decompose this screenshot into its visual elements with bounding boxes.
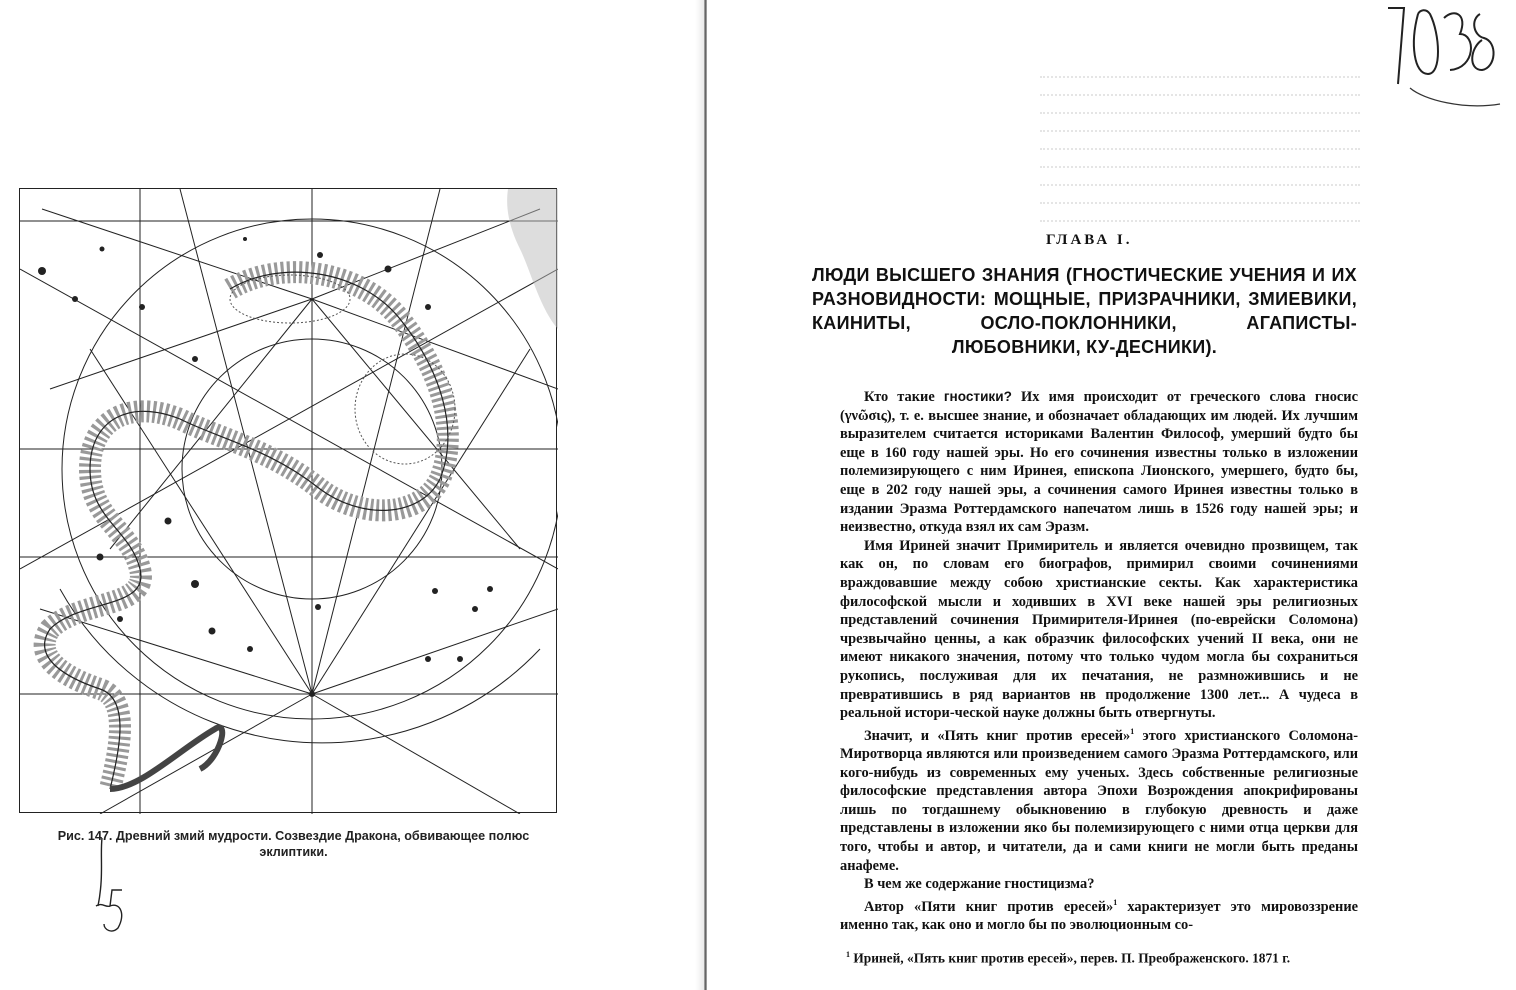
radial-line (100, 694, 312, 814)
handwritten-mark (92, 836, 128, 936)
bleed-through-text (1040, 62, 1360, 232)
star (72, 296, 78, 302)
main-text (840, 388, 1358, 935)
star (457, 656, 463, 662)
term-gnostics: гностики? (943, 389, 1012, 404)
star (487, 586, 493, 592)
lower-arc (60, 589, 540, 743)
star (38, 267, 46, 275)
star (472, 606, 478, 612)
paragraph-2: Имя Ириней значит Примиритель и является очевидно прозвищем, так как он, по словам его биографов, примирил своими сочинениями враждовавшие между собою христианские секты. Как характеристика философской мысли и ходивших в XVI веке нашей эры религиозных представлений сочинения Примирителя-Иринея (по-еврейски Соломона) чрезвычайно ценны, а как образчик философских учений II века, они не имеют никакого значения, потому что только чудом могла бы сохраниться рукопись, послуживая для их печатания, не размножившись и не превратившись в ряд вариантов нв продолжение 1300 лет... А чудеса в реальной истори-ческой науке должны быть отвергнуты. (840, 537, 1358, 722)
star (247, 646, 253, 652)
chapter-title: ЛЮДИ ВЫСШЕГО ЗНАНИЯ (ГНОСТИЧЕСКИЕ УЧЕНИЯ И ИХ РАЗНОВИДНОСТИ: МОЩНЫЕ, ПРИЗРАЧНИКИ, ЗМИЕВИКИ, КАИНИТЫ, ОСЛО-ПОКЛОННИКИ, АГАПИСТЫ-ЛЮБОВНИКИ, КУ-ДЕСНИКИ). (812, 265, 1357, 357)
paragraph-5: Автор «Пяти книг против ересей»$^1$ характеризует это мировоззрение именно так, как оно и могло бы по эволюционным со- (840, 897, 1358, 934)
footnote-ref: 1 (1130, 726, 1135, 736)
star-chart-illustration (20, 189, 558, 814)
star (97, 554, 104, 561)
star (117, 616, 123, 622)
star (165, 518, 172, 525)
footnote-text: Ириней, «Пять книг против ересей», перев. П. Преображенского. 1871 г. (850, 950, 1291, 966)
footnote (846, 946, 1358, 967)
draco-constellation-figure (19, 188, 557, 813)
radial-line (312, 189, 440, 694)
star (385, 266, 392, 273)
serpent-body (45, 272, 448, 789)
star (309, 691, 315, 697)
paragraph-4: В чем же содержание гностицизма? (864, 876, 1095, 893)
figure-caption: Рис. 147. Древний змий мудрости. Созвездие Дракона, обвивающее полюс эклиптики. (57, 829, 530, 859)
star (191, 580, 199, 588)
page-gutter (704, 0, 707, 990)
paragraph-3: Значит, и «Пять книг против ересей»$^1$ этого христианского Соломона-Миротворца являются или произведением самого Эразма Роттердамского, или кого-нибудь из современных ему ученых. Здесь собственные религиозные философские представления автора Эпохи Возрождения апокрифированы лишь по тогдашнему обыкновению в глубокую древность и даже представлены в изложении яко бы полемизирующего с ними отца церкви для того, чтобы и автор, и читатели, да и сами книги не могли быть преданы анафеме. (840, 726, 1358, 874)
star (432, 588, 438, 594)
handwritten-page-number (1384, 4, 1504, 112)
map-corner-texture (507, 189, 558, 329)
star (425, 656, 431, 662)
paragraph-1: Кто такие гностики? Их имя происходит от греческого слова гносис (γνῶσις), т. е. высшее знание, и обозначает обладающих им людей. Их лучшим выразителем считается историками Валентин Философ, умерший будто бы еще в 160 году нашей эры. Но его сочинения известны только в изложении полемизирующего с ним Иринея, епископа Лионского, умершего, будто бы, еще в 202 году нашей эры, а сочинения самого Иринея известны только в издании Эразма Роттердамского напечатом лишь в 1526 году нашей эры; и неизвестно, откуда взял их сам Эразм. (840, 389, 1358, 536)
radial-line (50, 299, 312, 389)
ecliptic-circle (62, 219, 558, 719)
radial-line (312, 609, 558, 694)
star (425, 304, 431, 310)
star (209, 628, 216, 635)
star (243, 237, 247, 241)
star (100, 247, 105, 252)
chapter-label: ГЛАВА I. (1046, 232, 1133, 248)
footnote-marker: 1 (846, 950, 850, 959)
star (317, 252, 323, 258)
star (315, 604, 321, 610)
footnote-ref: 1 (1113, 897, 1118, 907)
star (139, 304, 145, 310)
radial-line (312, 694, 520, 814)
star (192, 356, 198, 362)
gutter-shadow (695, 0, 704, 990)
